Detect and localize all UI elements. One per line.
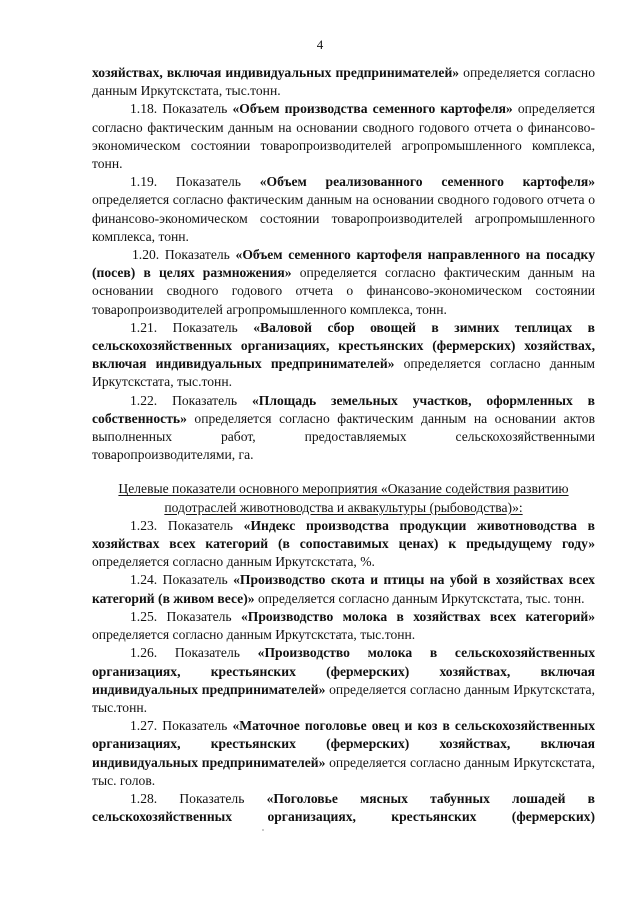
paragraph-text: определяется согласно данным Иркутскстата, тыс.тонн. — [92, 681, 595, 715]
paragraph-text: определяется согласно данным Иркутскстата, тыс. голов. — [92, 754, 595, 788]
paragraph-text: 1.25. Показатель — [130, 608, 241, 624]
paragraph-text: 1.22. Показатель — [130, 392, 252, 408]
document-body — [92, 64, 595, 826]
paragraph-text: 1.18. Показатель — [130, 101, 233, 117]
paragraph-p1-25 — [92, 608, 595, 644]
page-number: 4 — [316, 37, 324, 52]
paragraph-p1-23 — [92, 517, 595, 572]
paragraph-text: 1.26. Показатель — [130, 645, 258, 661]
paragraph-text: определяется согласно данным Иркутскстата, тыс.тонн. — [92, 627, 416, 643]
indicator-name: «Валовой сбор овощей в зимних теплицах в сельскохозяйственных организациях, крестьянских (фермерских) хозяйствах, включая индивидуальных предпринимателей» — [92, 319, 596, 372]
paragraph-p1-18 — [92, 100, 595, 173]
paragraph-text: 1.23. Показатель — [130, 517, 244, 533]
indicator-name: «Индекс производства продукции животноводства в хозяйствах всех категорий (в сопоставимых ценах) к предыдущему году» — [92, 517, 596, 552]
paragraph-text: определяется согласно данным Иркутскстата, тыс.тонн. — [92, 356, 595, 390]
section-heading-livestock: Целевые показатели основного мероприятия «Оказание содействия развитию подотраслей животноводства и аквакультуры (рыбоводства)»: — [118, 481, 569, 515]
paragraph-p1-26 — [92, 644, 595, 717]
paragraph-p1-24 — [92, 571, 595, 607]
paragraph-group-crops — [92, 64, 595, 464]
paragraph-text: определяется согласно фактическим данным на основании сводного годового отчета о финансово-экономическом состоянии товаропроизводителей агропромышленного комплекса, тонн. — [92, 265, 595, 317]
paragraph-text: определяется согласно фактическим данным на основании сводного годового отчета о финансово-экономическом состоянии товаропроизводителей агропромышленного комплекса, тонн. — [92, 101, 595, 172]
paragraph-p1-19 — [92, 173, 595, 246]
scan-speck — [262, 829, 264, 831]
indicator-name: «Объем реализованного семенного картофеля» — [259, 174, 595, 190]
paragraph-p1-20 — [92, 246, 595, 319]
paragraph-p1-22 — [92, 392, 595, 465]
paragraph-text: 1.21. Показатель — [130, 319, 254, 335]
indicator-name: «Объем производства семенного картофеля» — [232, 101, 513, 117]
paragraph-text: 1.19. Показатель — [130, 174, 260, 190]
paragraph-text: определяется согласно данным Иркутскстата, %. — [92, 554, 375, 570]
paragraph-text: 1.28. Показатель — [130, 790, 267, 806]
indicator-name: «Производство молока в хозяйствах всех категорий» — [240, 608, 595, 624]
paragraph-cont — [92, 64, 595, 100]
paragraph-p1-21 — [92, 319, 595, 392]
paragraph-text: 1.24. Показатель — [130, 572, 234, 588]
section-gap — [92, 464, 595, 480]
indicator-name: «Маточное поголовье овец и коз в сельскохозяйственных организациях, крестьянских (фермерских) хозяйствах, включая индивидуальных предпринимателей» — [92, 718, 595, 770]
paragraph-text: 1.27. Показатель — [130, 718, 233, 734]
indicator-name: «Объем семенного картофеля направленного на посадку (посев) в целях размножения» — [92, 247, 595, 281]
paragraph-text: определяется согласно фактическим данным на основании актов выполненных работ, предоставляемых сельскохозяйственными товаропроизводителями, га. — [92, 410, 595, 463]
indicator-name: «Площадь земельных участков, оформленных в собственность» — [92, 392, 595, 426]
paragraph-text: определяется согласно данным Иркутскстата, тыс. тонн. — [254, 590, 585, 606]
indicator-name: «Производство скота и птицы на убой в хозяйствах всех категорий (в живом весе)» — [92, 572, 595, 606]
paragraph-group-livestock — [92, 517, 595, 826]
paragraph-p1-28 — [92, 790, 595, 826]
paragraph-text: определяется согласно данным Иркутскстата, тыс.тонн. — [92, 65, 595, 99]
indicator-name: «Производство молока в сельскохозяйственных организациях, крестьянских (фермерских) хозяйствах, включая индивидуальных предпринимателей» — [92, 645, 595, 697]
paragraph-text: определяется согласно фактическим данным на основании сводного годового отчета о финансово-экономическом состоянии товаропроизводителей агропромышленного комплекса, тонн. — [92, 192, 595, 244]
indicator-name: «Поголовье мясных табунных лошадей в сельскохозяйственных организациях, крестьянских (фермерских) — [92, 790, 595, 825]
indicator-name: хозяйствах, включая индивидуальных предпринимателей» — [92, 65, 460, 80]
paragraph-text: 1.20. Показатель — [132, 247, 236, 263]
paragraph-p1-27 — [92, 717, 595, 790]
